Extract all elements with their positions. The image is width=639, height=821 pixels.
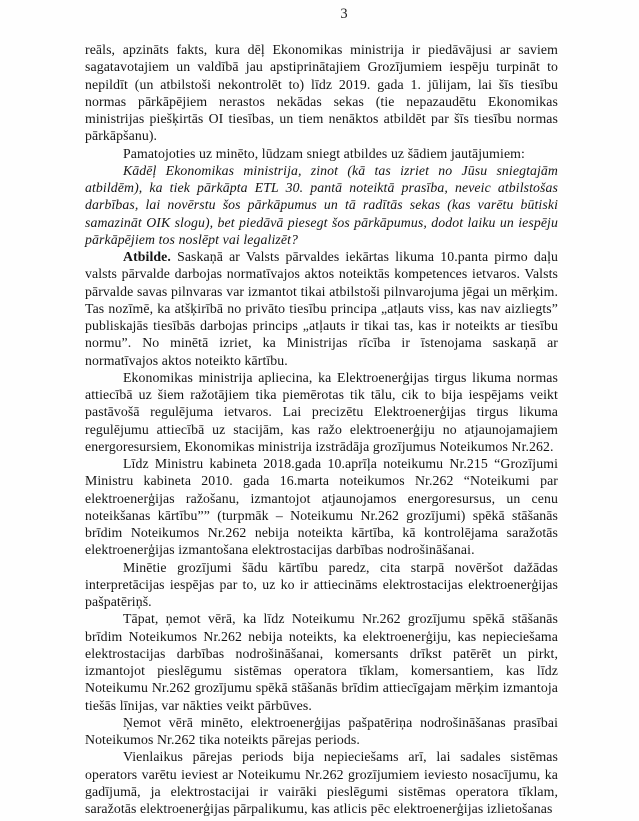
answer-lead-label: Atbilde. [123, 249, 171, 264]
paragraph-regulation-215: Līdz Ministru kabineta 2018.gada 10.aprīļa noteikumu Nr.215 “Grozījumi Ministru kabineta 2010. gada 16.marta noteikumos Nr.262 “Noteikumi par elektroenerģijas ražošanu, izmantojot atjaunojamos energoresursus, un cenu noteikšanas kārtību”” (turpmāk – Noteikumu Nr.262 grozījumi) spēkā stāšanās brīdim Noteikumos Nr.262 nebija noteikta kārtība, kā kontrolējama saražotās elektroenerģijas izmantošana elektrostacijas darbības nodrošināšanai. [85, 456, 558, 558]
answer-body-text: Saskaņā ar Valsts pārvaldes iekārtas likuma 10.panta pirmo daļu valsts pārvalde darbojas normatīvajos aktos noteiktās kompetences ietvaros. Valsts pārvalde savas pilnvaras var izmantot tikai atbilstoši pilnvarojuma jēgai un mērķim. Tas nozīmē, ka atšķirībā no privāto tiesību principa „atļauts viss, kas nav aizliegts” publiskajās tiesībās darbojas princips „atļauts ir tikai tas, kas ir noteikts ar tiesību normu”. No minētā izriet, ka Ministrijas rīcība ir īstenojama saskaņā ar normatīvajos aktos noteikto kārtību. [85, 249, 558, 368]
paragraph-question-italic: Kādēļ Ekonomikas ministrija, zinot (kā tas izriet no Jūsu sniegtajām atbildēm), ka tiek pārkāpta ETL 30. pantā noteiktā prasība, neveic atbilstošas darbības, lai novērstu šos pārkāpumus un tā radītās sekas (kas varētu būtiski samazināt OIK slogu), bet piedāvā piesegt šos pārkāpumus, dodot laiku un iespēju pārkāpējiem tos noslēpt vai legalizēt? [85, 162, 558, 247]
paragraph-answer [85, 248, 558, 369]
paragraph-transition-period: Ņemot vērā minēto, elektroenerģijas pašpatēriņa nodrošināšanas prasībai Noteikumos Nr.262 tika noteikts pārejas periods. [85, 714, 558, 747]
paragraph-ministry-confirms: Ekonomikas ministrija apliecina, ka Elektroenerģijas tirgus likuma normas attiecībā uz šiem ražotājiem tika piemērotas tik tālu, cik to bija iespējams veikt pastāvošā regulējuma ietvaros. Lai precizētu Elektroenerģijas tirgus likuma regulējumu attiecībā uz stacijām, kas ražo elektroenerģiju no atjaunojamajiem energoresursiem, Ekonomikas ministrija izstrādāja grozījumus Noteikumos Nr.262. [85, 369, 558, 454]
paragraph-amendments-provide: Minētie grozījumi šādu kārtību paredz, cita starpā novēršot dažādas interpretācijas iespējas par to, uz ko ir attiecināms elektrostacijas elektroenerģijas pašpatēriņš. [85, 559, 558, 609]
paragraph-intro-questions: Pamatojoties uz minēto, lūdzam sniegt atbildes uz šādiem jautājumiem: [123, 145, 525, 161]
paragraph-continuation: reāls, apzināts fakts, kura dēļ Ekonomikas ministrija ir piedāvājusi ar saviem sagatavotajiem un valdībā jau apstiprinātajiem Grozījumiem iespēju turpināt to nepildīt (un atbilstoši nekontrolēt to) līdz 2019. gada 1. jūlijam, lai šīs tiesību normas pārkāpējiem nerastos nekādas sekas (tie nepazaudētu Ekonomikas ministrijas piešķirtās OI tiesības, un tiem nenāktos atbildēt par šīs tiesību normas pārkāpšanu). [85, 42, 558, 144]
paragraph-direct-lines: Tāpat, ņemot vērā, ka līdz Noteikumu Nr.262 grozījumu spēkā stāšanās brīdim Noteikumos Nr.262 nebija noteikts, ka elektroenerģiju, kas nepieciešama elektrostacijas darbības nodrošināšanai, komersants drīkst patērēt un pirkt, izmantojot pieslēgumu sistēmas operatora tīklam, komersantiem, kas līdz Noteikumu Nr.262 grozījumu spēkā stāšanās brīdim attiecīgajam mērķim izmantoja tiešās līnijas, var nākties veikt pārbūves. [85, 611, 558, 713]
document-body [85, 41, 558, 817]
page-number: 3 [340, 6, 348, 22]
paragraph-distribution-operator: Vienlaikus pārejas periods bija nepieciešams arī, lai sadales sistēmas operators varētu ieviest ar Noteikumu Nr.262 grozījumiem ieviesto nosacījumu, ka gadījumā, ja elektrostacijai ir vairāki pieslēgumi sistēmas operatora tīklam, saražotās elektroenerģijas pārpalikumu, kas atlicis pēc elektroenerģijas izlietošanas [85, 749, 558, 816]
